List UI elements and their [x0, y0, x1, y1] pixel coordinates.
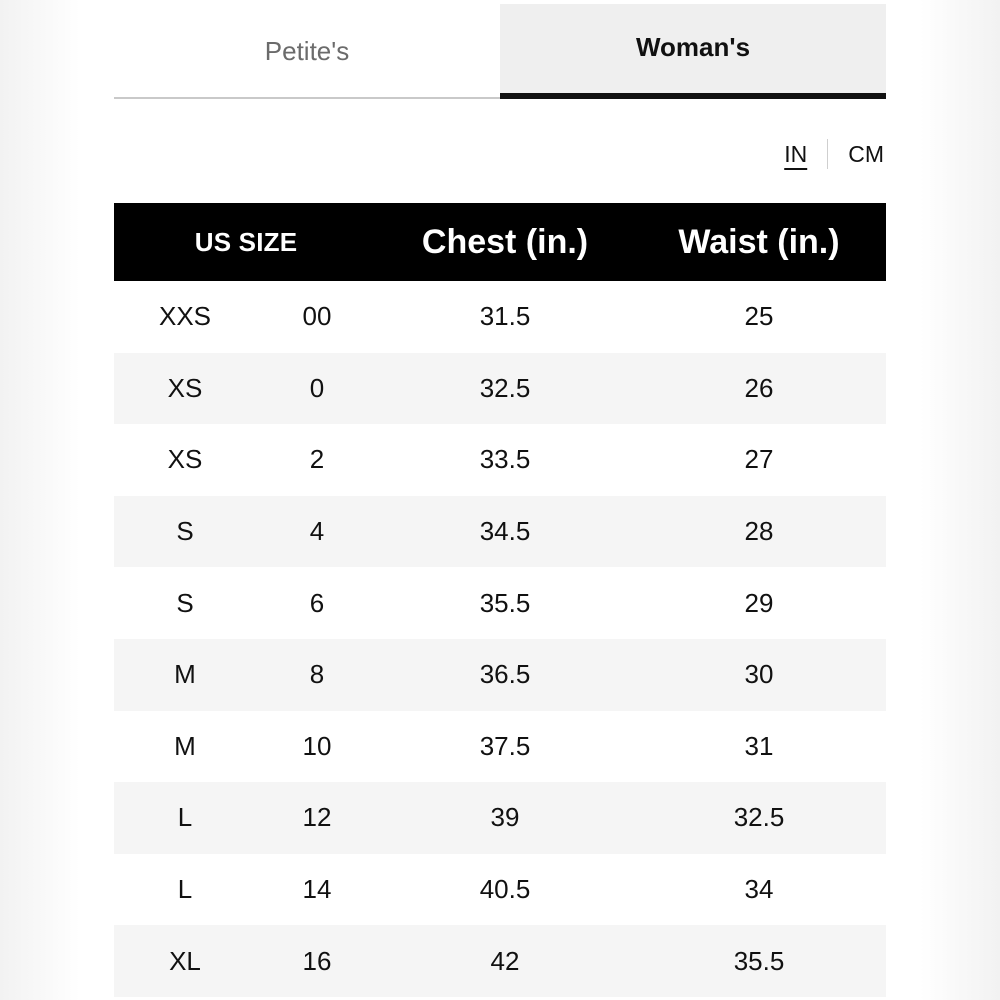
cell-letter-size: M [114, 711, 256, 783]
table-row [114, 567, 886, 639]
table-row [114, 281, 886, 353]
cell-numeric-size: 8 [256, 639, 378, 711]
cell-chest: 40.5 [378, 854, 632, 926]
cell-letter-size: L [114, 782, 256, 854]
unit-centimeters-button[interactable]: CM [848, 140, 884, 167]
cell-numeric-size: 14 [256, 854, 378, 926]
size-chart-body [114, 281, 886, 997]
cell-letter-size: XS [114, 424, 256, 496]
tab-petites-label: Petite's [264, 36, 350, 66]
cell-chest: 35.5 [378, 567, 632, 639]
cell-chest: 42 [378, 925, 632, 997]
cell-letter-size: S [114, 496, 256, 568]
table-row [114, 854, 886, 926]
table-row [114, 711, 886, 783]
table-row [114, 782, 886, 854]
cell-waist: 31 [632, 711, 886, 783]
unit-toggle [782, 136, 886, 172]
cell-letter-size: S [114, 567, 256, 639]
size-chart-header [114, 203, 886, 281]
cell-waist: 26 [632, 353, 886, 425]
cell-chest: 37.5 [378, 711, 632, 783]
header-chest: Chest (in.) [378, 203, 632, 281]
cell-chest: 32.5 [378, 353, 632, 425]
cell-waist: 28 [632, 496, 886, 568]
size-chart-table [114, 203, 886, 997]
header-us-size: US SIZE [114, 203, 378, 281]
fit-tabs [114, 4, 886, 99]
table-row [114, 496, 886, 568]
cell-numeric-size: 10 [256, 711, 378, 783]
cell-chest: 39 [378, 782, 632, 854]
cell-waist: 29 [632, 567, 886, 639]
cell-numeric-size: 2 [256, 424, 378, 496]
unit-inches-button[interactable]: IN [784, 140, 808, 167]
tab-womans-label: Woman's [635, 32, 751, 62]
cell-waist: 30 [632, 639, 886, 711]
cell-numeric-size: 0 [256, 353, 378, 425]
table-row [114, 353, 886, 425]
size-guide-panel [114, 0, 886, 1000]
cell-waist: 34 [632, 854, 886, 926]
cell-waist: 25 [632, 281, 886, 353]
cell-chest: 33.5 [378, 424, 632, 496]
cell-letter-size: M [114, 639, 256, 711]
cell-numeric-size: 12 [256, 782, 378, 854]
cell-numeric-size: 00 [256, 281, 378, 353]
cell-letter-size: XS [114, 353, 256, 425]
tab-womans[interactable] [500, 4, 886, 99]
cell-waist: 32.5 [632, 782, 886, 854]
header-row [114, 203, 886, 281]
table-row [114, 639, 886, 711]
cell-chest: 31.5 [378, 281, 632, 353]
cell-waist: 35.5 [632, 925, 886, 997]
cell-numeric-size: 4 [256, 496, 378, 568]
table-row [114, 925, 886, 997]
cell-waist: 27 [632, 424, 886, 496]
cell-letter-size: L [114, 854, 256, 926]
cell-numeric-size: 6 [256, 567, 378, 639]
cell-letter-size: XL [114, 925, 256, 997]
cell-chest: 36.5 [378, 639, 632, 711]
cell-chest: 34.5 [378, 496, 632, 568]
tab-petites[interactable] [114, 4, 500, 99]
cell-letter-size: XXS [114, 281, 256, 353]
cell-numeric-size: 16 [256, 925, 378, 997]
unit-divider [827, 139, 828, 169]
header-waist: Waist (in.) [632, 203, 886, 281]
table-row [114, 424, 886, 496]
